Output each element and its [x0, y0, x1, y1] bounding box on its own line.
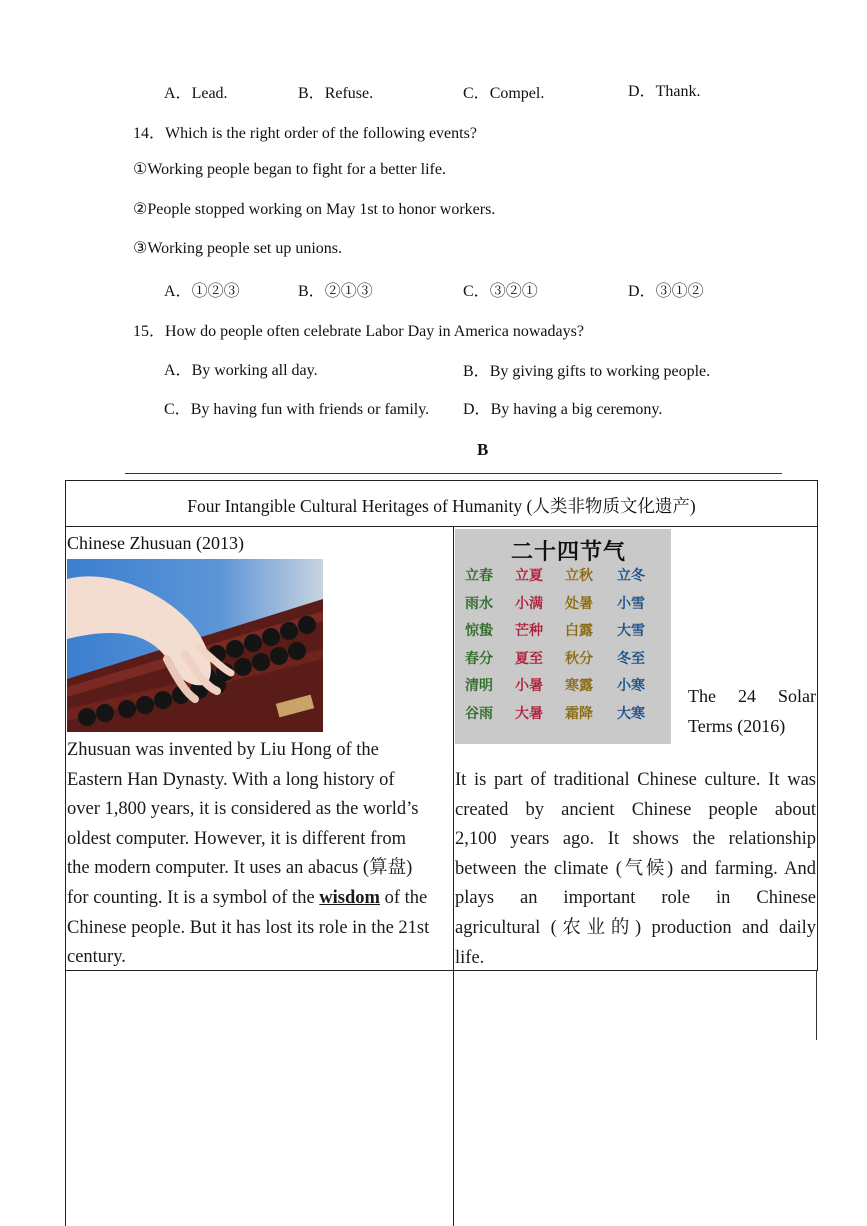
option-text: By working all day. [191, 362, 318, 379]
solar-terms-image [455, 529, 671, 744]
cell-border-fragment [816, 970, 817, 1040]
solar-term-label: 小满 [515, 595, 543, 612]
option-text: Refuse. [324, 85, 374, 102]
solar-term-label: 立夏 [515, 568, 543, 584]
empty-cell-right [453, 970, 818, 1226]
divider [125, 473, 782, 474]
solar-term-label: 大雪 [617, 623, 645, 639]
text-line: Zhusuan was invented by Liu Hong of the [67, 740, 379, 760]
abacus-image [67, 559, 323, 732]
solar-term-label: 霜降 [565, 705, 593, 722]
option-text: ①②③ [191, 283, 240, 300]
text-line: the modern computer. It uses an abacus (算盘) [67, 858, 413, 879]
text-segment: of the [384, 887, 428, 908]
q14-event-1: ①Working people began to fight for a better life. [133, 161, 446, 178]
question-text: How do people often celebrate Labor Day in America nowadays? [165, 323, 584, 340]
option-letter: D． [628, 83, 656, 100]
underlined-word: wisdom [319, 887, 380, 908]
question-text: Which is the right order of the following events? [165, 125, 477, 142]
option-text: By having fun with friends or family. [190, 401, 430, 418]
text-segment: for counting. It is a symbol of the [67, 887, 315, 908]
solar-term-label: 夏至 [515, 650, 543, 667]
text-line: century. [67, 947, 126, 968]
option-letter: A． [164, 85, 192, 102]
q15-option-d [463, 396, 662, 419]
q14-event-2: ②People stopped working on May 1st to honor workers. [133, 201, 496, 218]
option-letter: D． [463, 401, 491, 418]
option-text: Thank. [655, 83, 701, 100]
option-letter: B． [298, 85, 325, 102]
text-line: between the climate (气候) and farming. And [455, 858, 816, 879]
solar-term-label: 大寒 [617, 705, 645, 722]
option-letter: C． [164, 401, 191, 418]
solar-term-label: 处暑 [565, 595, 593, 612]
solar-term-label: 春分 [465, 650, 493, 667]
text-line: It is part of traditional Chinese culture. It was [455, 770, 816, 790]
q15-option-b [463, 358, 710, 381]
empty-cell-left [65, 970, 454, 1226]
text-line: created by ancient Chinese people about [455, 799, 816, 820]
option-text: Compel. [489, 85, 545, 102]
solar-paragraph [455, 766, 816, 973]
solar-term-label: 立秋 [565, 568, 593, 584]
q13-option-b [298, 80, 373, 103]
text-line: 2,100 years ago. It shows the relationship [455, 829, 816, 850]
option-text: ③②① [489, 283, 538, 300]
solar-term-label: 冬至 [617, 650, 645, 667]
table-title-cell [65, 480, 818, 527]
option-letter: B． [298, 283, 325, 300]
solar-term-label: 惊蛰 [465, 623, 493, 639]
solar-term-label: 立冬 [617, 568, 645, 584]
solar-term-label: 小雪 [617, 595, 645, 612]
q13-option-a [164, 80, 228, 103]
option-text: ③①② [655, 283, 704, 300]
q14-option-c [463, 278, 538, 301]
option-letter: D． [628, 283, 656, 300]
question-number: 14． [133, 125, 166, 142]
caption-line: Terms (2016) [688, 716, 786, 736]
text-line: Chinese people. But it has lost its role in the 21st [67, 917, 430, 938]
option-letter: B． [463, 363, 490, 380]
solar-term-label: 小寒 [617, 678, 645, 694]
option-letter: C． [463, 283, 490, 300]
option-text: ②①③ [324, 283, 373, 300]
option-text: By giving gifts to working people. [489, 363, 711, 380]
solar-term-label: 清明 [465, 678, 493, 694]
option-text: Lead. [191, 85, 228, 102]
text-line: life. [455, 947, 485, 968]
solar-term-label: 谷雨 [465, 705, 493, 722]
text-line: over 1,800 years, it is considered as the world’s [67, 799, 419, 820]
zhusuan-heading: Chinese Zhusuan (2013) [67, 533, 244, 553]
solar-term-label: 秋分 [565, 650, 593, 667]
solar-term-label: 雨水 [465, 595, 493, 612]
q14-event-3: ③Working people set up unions. [133, 240, 343, 257]
table-title: Four Intangible Cultural Heritages of Humanity (人类非物质文化遗产) [187, 496, 696, 516]
q13-option-c [463, 80, 544, 103]
option-letter: C． [463, 85, 490, 102]
caption-line: The 24 Solar [688, 686, 816, 706]
abacus-illustration [67, 559, 323, 732]
q14-option-d [628, 278, 704, 301]
zhusuan-paragraph [67, 736, 450, 973]
text-line: oldest computer. However, it is different from [67, 828, 407, 849]
option-text: By having a big ceremony. [490, 401, 663, 418]
solar-caption [688, 681, 816, 741]
q14-option-b [298, 278, 373, 301]
solar-term-label: 大暑 [515, 705, 543, 722]
option-letter: A． [164, 362, 192, 379]
text-line: agricultural (农业的) production and daily [455, 917, 816, 938]
text-line: Eastern Han Dynasty. With a long history of [67, 769, 395, 790]
solar-term-label: 芒种 [515, 623, 543, 639]
solar-term-label: 小暑 [515, 678, 543, 694]
section-label: B [477, 440, 489, 459]
q15-stem [133, 318, 584, 341]
solar-term-label: 寒露 [565, 678, 593, 694]
text-line: plays an important role in Chinese [455, 888, 816, 909]
solar-term-label: 立春 [465, 568, 493, 584]
q15-option-c [164, 396, 429, 419]
q14-stem [133, 120, 477, 143]
question-number: 15． [133, 323, 166, 340]
option-letter: A． [164, 283, 192, 300]
solar-image-title: 二十四节气 [511, 540, 627, 565]
q13-option-d [628, 78, 700, 101]
solar-term-label: 白露 [565, 623, 593, 639]
q14-option-a [164, 278, 240, 301]
text-line [67, 884, 450, 914]
q15-option-a [164, 357, 318, 380]
